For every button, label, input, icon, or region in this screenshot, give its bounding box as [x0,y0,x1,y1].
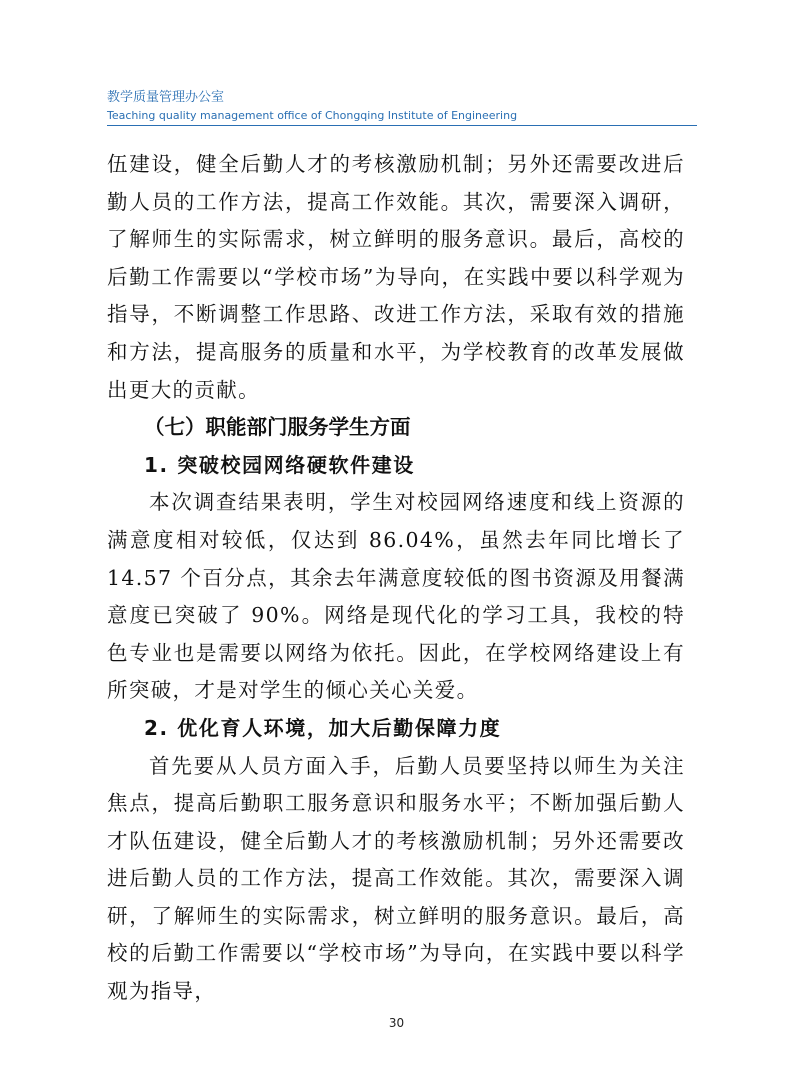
header-title-en: Teaching quality management office of Chongqing Institute of Engineering [107,109,518,122]
paragraph-network: 本次调查结果表明，学生对校园网络速度和线上资源的满意度相对较低，仅达到 86.04%，虽然去年同比增长了 14.57 个百分点，其余去年满意度较低的图书资源及用餐满意度已突破了 90%。网络是现代化的学习工具，我校的特色专业也是需要以网络为依托。因此，在学校网络建设上有所突破，才是对学生的倾心关心关爱。 [107,490,685,703]
subsection-heading-2: 2. 优化育人环境，加大后勤保障力度 [144,715,502,740]
section-heading: （七）职能部门服务学生方面 [144,415,411,440]
subsection-heading-1: 1. 突破校园网络硬软件建设 [144,452,415,477]
page-number: 30 [388,1016,405,1030]
paragraph-logistics: 首先要从人员方面入手，后勤人员要坚持以师生为关注焦点，提高后勤职工服务意识和服务水平；不断加强后勤人才队伍建设，健全后勤人才的考核激励机制；另外还需要改进后勤人员的工作方法，提高工作效能。其次，需要深入调研，了解师生的实际需求，树立鲜明的服务意识。最后，高校的后勤工作需要以“学校市场”为导向，在实践中要以科学观为指导， [107,753,685,1004]
document-body [107,146,685,1011]
paragraph-continuation: 伍建设，健全后勤人才的考核激励机制；另外还需要改进后勤人员的工作方法，提高工作效能。其次，需要深入调研，了解师生的实际需求，树立鲜明的服务意识。最后，高校的后勤工作需要以“学校市场”为导向，在实践中要以科学观为指导，不断调整工作思路、改进工作方法，采取有效的措施和方法，提高服务的质量和水平，为学校教育的改革发展做出更大的贡献。 [107,152,685,402]
page-header [107,89,697,123]
header-divider [107,125,697,126]
header-title-cn: 教学质量管理办公室 [107,90,225,105]
